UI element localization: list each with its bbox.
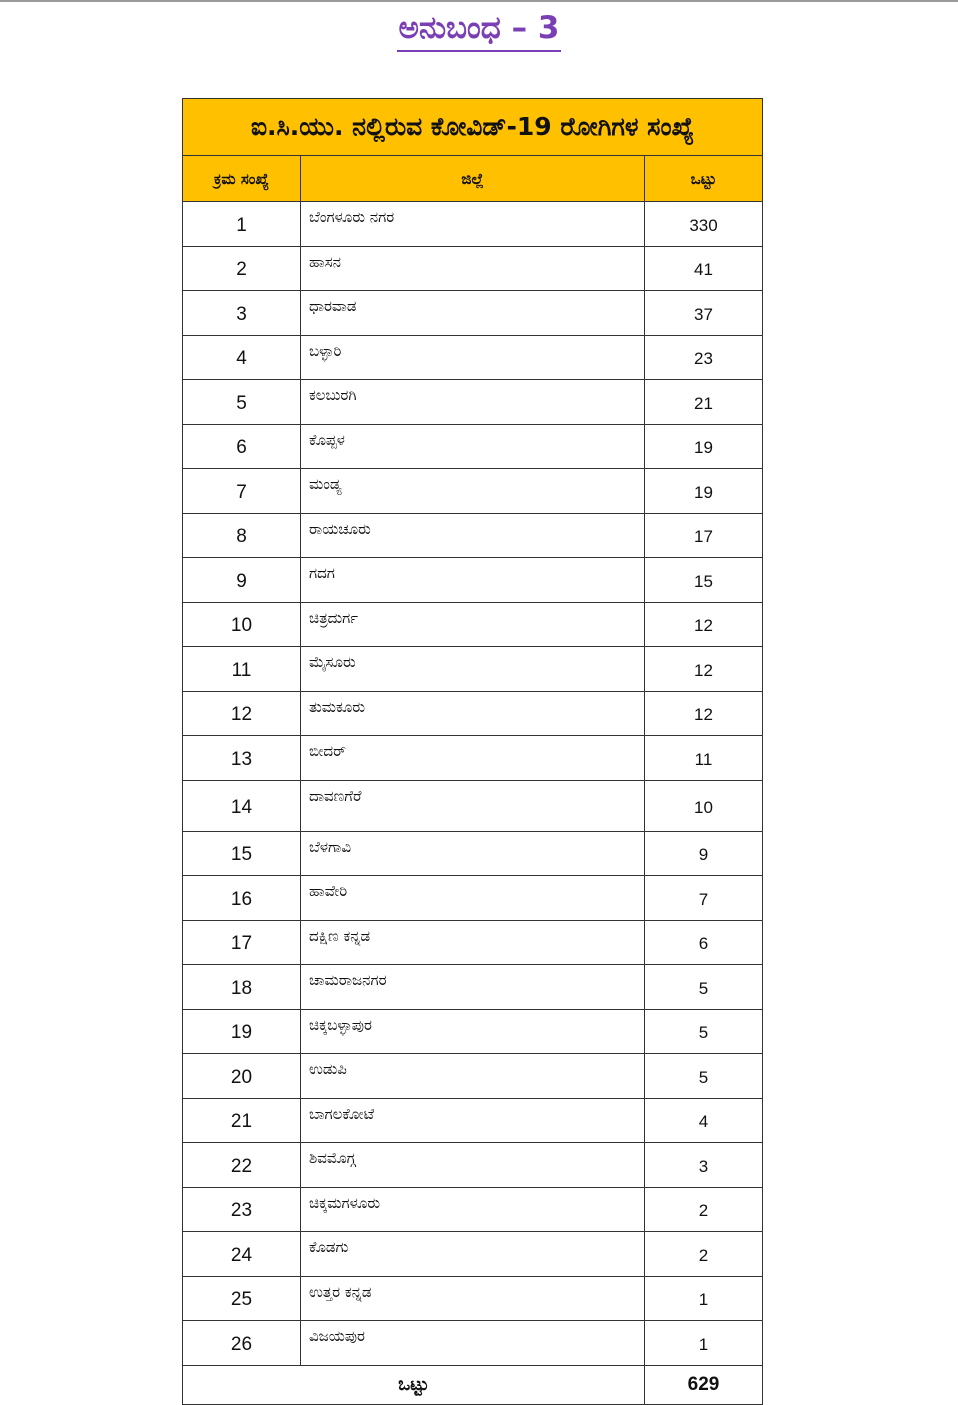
table-row: [183, 831, 763, 876]
table-row: [183, 1009, 763, 1054]
total-cell: 12: [645, 691, 763, 736]
district-cell: ಹಾವೇರಿ: [301, 876, 645, 921]
table-row: [183, 647, 763, 692]
serial-cell: 5: [183, 380, 301, 425]
district-cell: ಧಾರವಾಡ: [301, 291, 645, 336]
serial-cell: 20: [183, 1054, 301, 1099]
total-cell: 23: [645, 335, 763, 380]
serial-cell: 23: [183, 1187, 301, 1232]
table-row: [183, 469, 763, 514]
table-row: [183, 1187, 763, 1232]
serial-cell: 25: [183, 1276, 301, 1321]
total-cell: 12: [645, 647, 763, 692]
total-value: 629: [645, 1365, 763, 1404]
district-cell: ಮಂಡ್ಯ: [301, 469, 645, 514]
serial-cell: 22: [183, 1143, 301, 1188]
total-cell: 19: [645, 469, 763, 514]
district-cell: ಬಾಗಲಕೋಟೆ: [301, 1098, 645, 1143]
total-cell: 17: [645, 513, 763, 558]
table-row: [183, 558, 763, 603]
total-cell: 1: [645, 1321, 763, 1366]
total-cell: 9: [645, 831, 763, 876]
table-row: [183, 1098, 763, 1143]
column-header-district: ಜಿಲ್ಲೆ: [301, 156, 645, 202]
district-cell: ವಿಜಯಪುರ: [301, 1321, 645, 1366]
total-cell: 4: [645, 1098, 763, 1143]
serial-cell: 21: [183, 1098, 301, 1143]
table-row: [183, 1276, 763, 1321]
total-cell: 7: [645, 876, 763, 921]
serial-cell: 14: [183, 780, 301, 831]
district-cell: ಉತ್ತರ ಕನ್ನಡ: [301, 1276, 645, 1321]
total-label: ಒಟ್ಟು: [183, 1365, 645, 1404]
total-cell: 330: [645, 202, 763, 247]
district-cell: ದಾವಣಗೆರೆ: [301, 780, 645, 831]
district-cell: ಕಲಬುರಗಿ: [301, 380, 645, 425]
total-cell: 3: [645, 1143, 763, 1188]
district-cell: ಕೊಡಗು: [301, 1232, 645, 1277]
table-row: [183, 780, 763, 831]
total-cell: 5: [645, 965, 763, 1010]
district-cell: ಕೊಪ್ಪಳ: [301, 424, 645, 469]
serial-cell: 15: [183, 831, 301, 876]
district-cell: ಬೆಂಗಳೂರು ನಗರ: [301, 202, 645, 247]
district-cell: ಶಿವಮೊಗ್ಗ: [301, 1143, 645, 1188]
table-header-row: [183, 156, 763, 202]
serial-cell: 12: [183, 691, 301, 736]
total-cell: 37: [645, 291, 763, 336]
district-cell: ಚಿಕ್ಕಮಗಳೂರು: [301, 1187, 645, 1232]
serial-cell: 24: [183, 1232, 301, 1277]
column-header-total: ಒಟ್ಟು: [645, 156, 763, 202]
table-row: [183, 876, 763, 921]
table-row: [183, 965, 763, 1010]
total-cell: 5: [645, 1009, 763, 1054]
table-row: [183, 202, 763, 247]
serial-cell: 10: [183, 602, 301, 647]
table-title: ಐ.ಸಿ.ಯು. ನಲ್ಲಿರುವ ಕೋವಿಡ್‌-19 ರೋಗಿಗಳ ಸಂಖ್ಯೆ: [183, 99, 763, 156]
serial-cell: 7: [183, 469, 301, 514]
total-cell: 1: [645, 1276, 763, 1321]
serial-cell: 19: [183, 1009, 301, 1054]
total-cell: 19: [645, 424, 763, 469]
total-cell: 2: [645, 1187, 763, 1232]
table-row: [183, 424, 763, 469]
serial-cell: 4: [183, 335, 301, 380]
table-row: [183, 1232, 763, 1277]
total-cell: 41: [645, 246, 763, 291]
table-row: [183, 1321, 763, 1366]
serial-cell: 11: [183, 647, 301, 692]
serial-cell: 18: [183, 965, 301, 1010]
column-header-serial: ಕ್ರಮ ಸಂಖ್ಯೆ: [183, 156, 301, 202]
table-title-row: [183, 99, 763, 156]
serial-cell: 6: [183, 424, 301, 469]
icu-covid-table: [182, 98, 763, 1405]
table-row: [183, 291, 763, 336]
district-cell: ಹಾಸನ: [301, 246, 645, 291]
district-cell: ಚಿತ್ರದುರ್ಗ: [301, 602, 645, 647]
total-cell: 21: [645, 380, 763, 425]
district-cell: ಗದಗ: [301, 558, 645, 603]
total-cell: 5: [645, 1054, 763, 1099]
table-row: [183, 736, 763, 781]
table-total-row: [183, 1365, 763, 1404]
district-cell: ಬೀದರ್‌: [301, 736, 645, 781]
table-row: [183, 1143, 763, 1188]
district-cell: ತುಮಕೂರು: [301, 691, 645, 736]
serial-cell: 13: [183, 736, 301, 781]
page-heading-container: [0, 8, 958, 52]
serial-cell: 9: [183, 558, 301, 603]
district-cell: ದಕ್ಷಿಣ ಕನ್ನಡ: [301, 920, 645, 965]
district-cell: ಚಿಕ್ಕಬಳ್ಳಾಪುರ: [301, 1009, 645, 1054]
total-cell: 6: [645, 920, 763, 965]
district-cell: ಮೈಸೂರು: [301, 647, 645, 692]
page-heading: ಅನುಬಂಧ – 3: [397, 8, 562, 52]
district-cell: ಚಾಮರಾಜನಗರ: [301, 965, 645, 1010]
serial-cell: 26: [183, 1321, 301, 1366]
table-row: [183, 335, 763, 380]
table-row: [183, 1054, 763, 1099]
top-divider: [0, 0, 958, 2]
table-row: [183, 920, 763, 965]
serial-cell: 17: [183, 920, 301, 965]
table-body: [183, 202, 763, 1366]
serial-cell: 16: [183, 876, 301, 921]
serial-cell: 3: [183, 291, 301, 336]
district-cell: ಬಳ್ಳಾರಿ: [301, 335, 645, 380]
total-cell: 10: [645, 780, 763, 831]
table-row: [183, 246, 763, 291]
total-cell: 15: [645, 558, 763, 603]
serial-cell: 2: [183, 246, 301, 291]
total-cell: 11: [645, 736, 763, 781]
table-row: [183, 691, 763, 736]
serial-cell: 8: [183, 513, 301, 558]
table-row: [183, 380, 763, 425]
serial-cell: 1: [183, 202, 301, 247]
table-row: [183, 513, 763, 558]
district-cell: ಉಡುಪಿ: [301, 1054, 645, 1099]
district-cell: ರಾಯಚೂರು: [301, 513, 645, 558]
total-cell: 2: [645, 1232, 763, 1277]
total-cell: 12: [645, 602, 763, 647]
district-cell: ಬೆಳಗಾವಿ: [301, 831, 645, 876]
table-row: [183, 602, 763, 647]
